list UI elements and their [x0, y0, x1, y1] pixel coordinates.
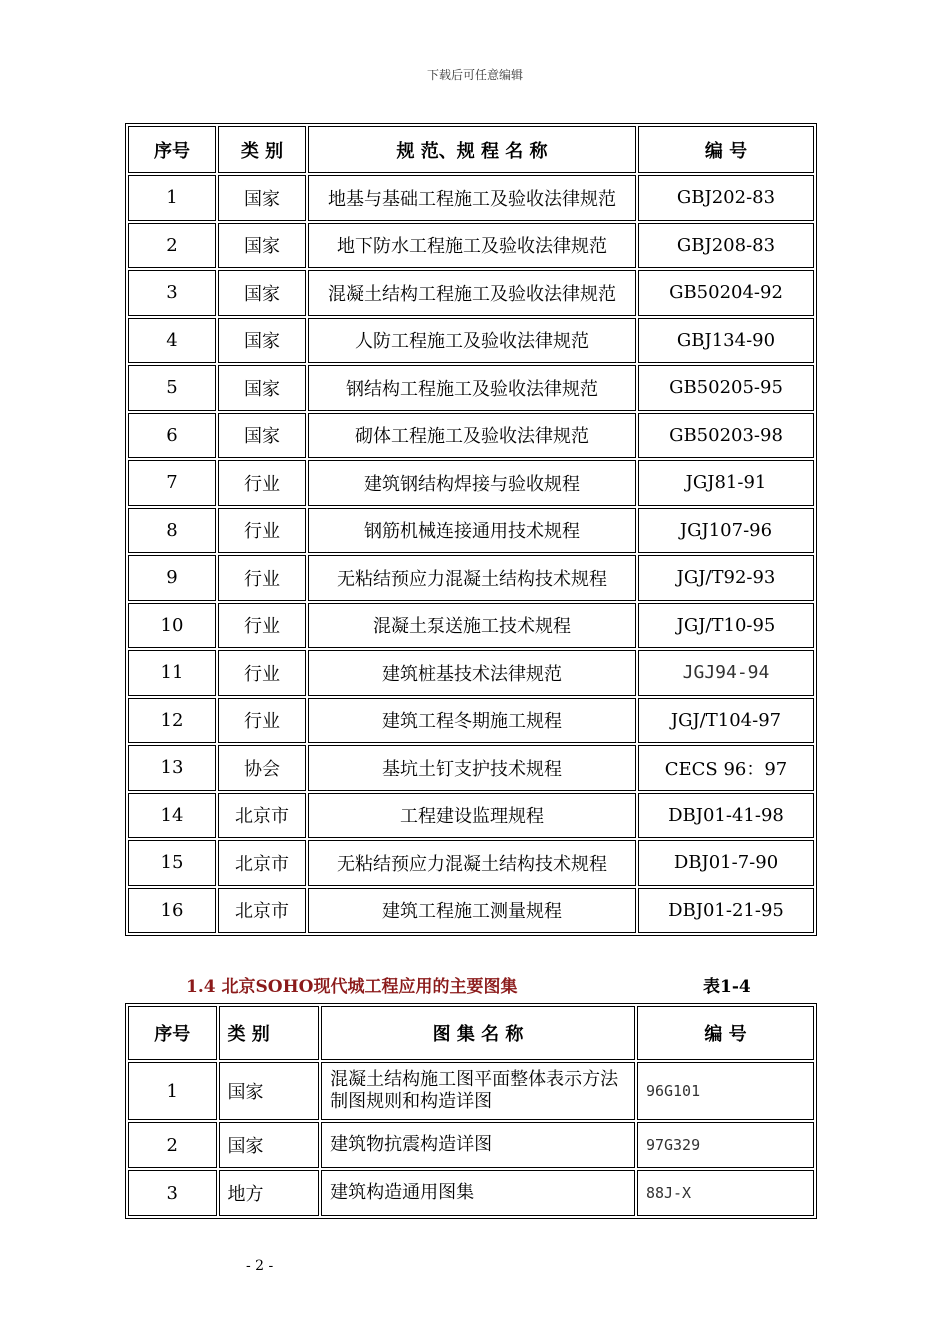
standards-table [125, 123, 817, 936]
cell-index: 5 [128, 365, 216, 411]
cell-category: 行业 [218, 650, 306, 696]
page-number: - 2 - [246, 1258, 274, 1274]
cell-index: 13 [128, 745, 216, 791]
header-cell-category: 类 别 [218, 126, 306, 173]
cell-name: 混凝土结构施工图平面整体表示方法制图规则和构造详图 [321, 1062, 635, 1120]
cell-category: 国家 [218, 175, 306, 221]
table-row [128, 365, 814, 411]
cell-name: 砌体工程施工及验收法律规范 [308, 413, 636, 459]
table-row [128, 1170, 814, 1216]
table-header-row [128, 126, 814, 173]
cell-name: 工程建设监理规程 [308, 793, 636, 839]
table-row [128, 175, 814, 221]
cell-index: 16 [128, 888, 216, 934]
table-row [128, 888, 814, 934]
cell-code: JGJ/T92-93 [638, 555, 814, 601]
cell-index: 7 [128, 460, 216, 506]
cell-name: 建筑工程施工测量规程 [308, 888, 636, 934]
cell-name: 钢结构工程施工及验收法律规范 [308, 365, 636, 411]
cell-name: 建筑构造通用图集 [321, 1170, 635, 1216]
cell-category: 国家 [219, 1122, 320, 1168]
cell-name: 混凝土结构工程施工及验收法律规范 [308, 270, 636, 316]
table-row [128, 270, 814, 316]
table-label: 表1-4 [703, 977, 751, 997]
cell-index: 12 [128, 698, 216, 744]
table-row [128, 318, 814, 364]
cell-index: 4 [128, 318, 216, 364]
header-cell-index: 序号 [128, 1006, 217, 1060]
cell-index: 15 [128, 840, 216, 886]
cell-code: 97G329 [637, 1122, 814, 1168]
cell-category: 行业 [218, 555, 306, 601]
cell-index: 8 [128, 508, 216, 554]
cell-category: 国家 [218, 318, 306, 364]
table-row [128, 793, 814, 839]
table-row [128, 460, 814, 506]
table-row [128, 223, 814, 269]
cell-index: 3 [128, 270, 216, 316]
cell-category: 国家 [219, 1062, 320, 1120]
cell-index: 2 [128, 1122, 217, 1168]
cell-category: 北京市 [218, 840, 306, 886]
table-row [128, 650, 814, 696]
cell-name: 地下防水工程施工及验收法律规范 [308, 223, 636, 269]
header-cell-index: 序号 [128, 126, 216, 173]
cell-code: DBJ01-7-90 [638, 840, 814, 886]
cell-name: 无粘结预应力混凝土结构技术规程 [308, 840, 636, 886]
cell-name: 建筑物抗震构造详图 [321, 1122, 635, 1168]
cell-code: GBJ208-83 [638, 223, 814, 269]
header-cell-code: 编 号 [638, 126, 814, 173]
cell-name: 无粘结预应力混凝土结构技术规程 [308, 555, 636, 601]
cell-code: GBJ202-83 [638, 175, 814, 221]
cell-code: JGJ81-91 [638, 460, 814, 506]
cell-name: 钢筋机械连接通用技术规程 [308, 508, 636, 554]
cell-code: JGJ107-96 [638, 508, 814, 554]
cell-name: 混凝土泵送施工技术规程 [308, 603, 636, 649]
atlas-table-body [128, 1062, 814, 1216]
section-title: 1.4 北京SOHO现代城工程应用的主要图集 [186, 977, 518, 997]
header-cell-category: 类 别 [219, 1006, 320, 1060]
cell-code: DBJ01-41-98 [638, 793, 814, 839]
cell-category: 国家 [218, 223, 306, 269]
cell-index: 9 [128, 555, 216, 601]
cell-name: 建筑桩基技术法律规范 [308, 650, 636, 696]
cell-category: 北京市 [218, 888, 306, 934]
cell-category: 行业 [218, 698, 306, 744]
cell-index: 6 [128, 413, 216, 459]
cell-index: 2 [128, 223, 216, 269]
cell-category: 国家 [218, 413, 306, 459]
table-row [128, 1062, 814, 1120]
table-row [128, 745, 814, 791]
table-row [128, 1122, 814, 1168]
header-cell-code: 编 号 [637, 1006, 814, 1060]
table-row [128, 698, 814, 744]
cell-name: 地基与基础工程施工及验收法律规范 [308, 175, 636, 221]
cell-name: 人防工程施工及验收法律规范 [308, 318, 636, 364]
cell-category: 行业 [218, 460, 306, 506]
header-note: 下载后可任意编辑 [426, 68, 523, 82]
cell-category: 行业 [218, 603, 306, 649]
cell-code: DBJ01-21-95 [638, 888, 814, 934]
table-row [128, 413, 814, 459]
atlas-table [125, 1003, 817, 1219]
cell-code: JGJ94-94 [638, 650, 814, 696]
cell-category: 国家 [218, 365, 306, 411]
cell-category: 行业 [218, 508, 306, 554]
cell-category: 协会 [218, 745, 306, 791]
cell-code: GBJ134-90 [638, 318, 814, 364]
cell-index: 1 [128, 1062, 217, 1120]
cell-code: 88J-X [637, 1170, 814, 1216]
cell-index: 3 [128, 1170, 217, 1216]
cell-name: 建筑工程冬期施工规程 [308, 698, 636, 744]
cell-name: 建筑钢结构焊接与验收规程 [308, 460, 636, 506]
cell-index: 11 [128, 650, 216, 696]
cell-code: GB50203-98 [638, 413, 814, 459]
cell-code: GB50205-95 [638, 365, 814, 411]
cell-code: GB50204-92 [638, 270, 814, 316]
table-row [128, 508, 814, 554]
cell-index: 14 [128, 793, 216, 839]
cell-code: JGJ/T10-95 [638, 603, 814, 649]
header-cell-name: 规 范、规 程 名 称 [308, 126, 636, 173]
cell-index: 1 [128, 175, 216, 221]
cell-code: CECS 96：97 [638, 745, 814, 791]
cell-name: 基坑土钉支护技术规程 [308, 745, 636, 791]
cell-category: 地方 [219, 1170, 320, 1216]
cell-category: 国家 [218, 270, 306, 316]
cell-index: 10 [128, 603, 216, 649]
standards-table-body [128, 175, 814, 933]
table-row [128, 603, 814, 649]
header-cell-name: 图 集 名 称 [321, 1006, 635, 1060]
cell-code: JGJ/T104-97 [638, 698, 814, 744]
cell-code: 96G101 [637, 1062, 814, 1120]
table-header-row [128, 1006, 814, 1060]
table-row [128, 555, 814, 601]
cell-category: 北京市 [218, 793, 306, 839]
table-row [128, 840, 814, 886]
